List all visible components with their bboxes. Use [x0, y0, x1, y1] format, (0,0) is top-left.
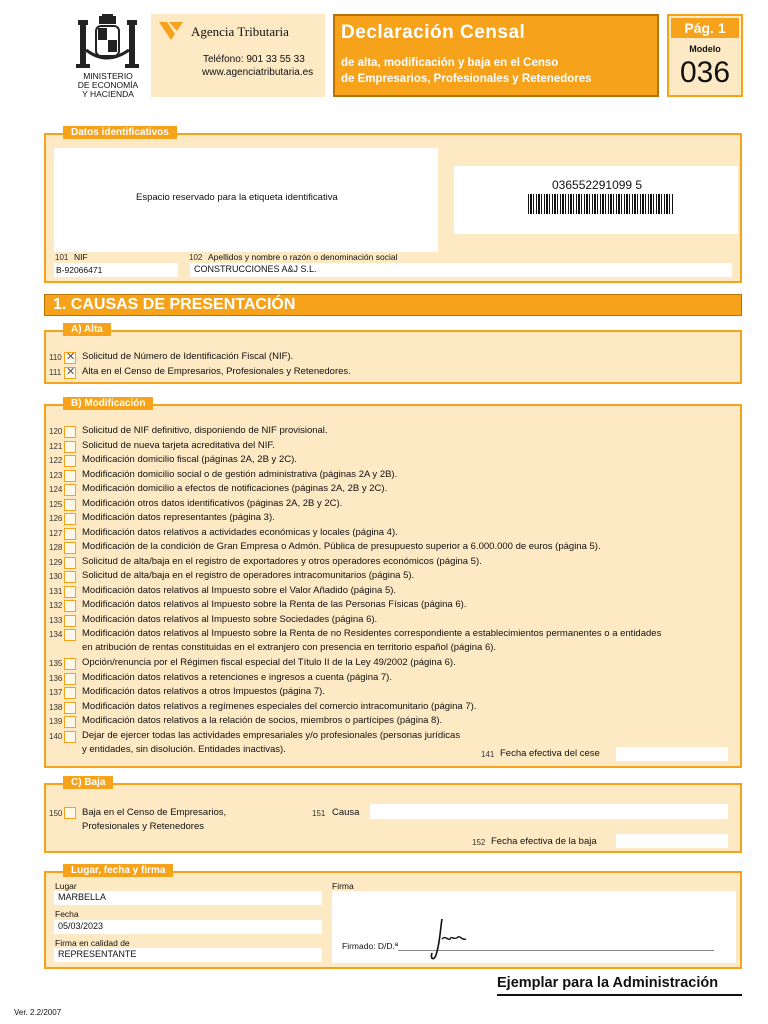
item-text: Solicitud de alta/baja en el registro de exportadores y otros operadores económicos (página 5).: [82, 555, 482, 567]
causa-code: 151: [312, 809, 326, 818]
form-title-box: [333, 14, 659, 97]
item-checkbox[interactable]: [64, 571, 76, 583]
cese-code: 141: [481, 750, 495, 759]
item-text: Modificación de la condición de Gran Empresa o Admón. Pública de presupuesto superior a 6.000.000 de euros (página 5).: [82, 541, 601, 552]
label-space-text: Espacio reservado para la etiqueta identificativa: [136, 192, 338, 203]
item-code: 139: [49, 717, 63, 726]
item-code: 131: [49, 586, 63, 596]
item-code: 134: [49, 630, 63, 639]
item-text-continued: en atribución de rentas constituidas en el extranjero con presencia en territorio español (página 6).: [82, 642, 497, 653]
item-checkbox[interactable]: [64, 687, 76, 699]
item-checkbox[interactable]: [64, 600, 76, 612]
item-code: 123: [49, 470, 63, 480]
alta-label: A) Alta: [63, 323, 111, 336]
item-text: Modificación domicilio a efectos de notificaciones (páginas 2A, 2B y 2C).: [82, 483, 388, 494]
agency-logo-icon: [157, 20, 185, 42]
item-code: 121: [49, 441, 63, 451]
identificativos-label: Datos identificativos: [63, 126, 177, 139]
calidad-label: Firma en calidad de: [55, 938, 130, 948]
name-field: [190, 263, 732, 277]
lugar-label: Lugar: [55, 881, 77, 891]
baja-150-code: 150: [49, 809, 63, 818]
item-text: Solicitud de Número de Identificación Fiscal (NIF).: [82, 351, 294, 362]
item-text-continued: y entidades, sin disolución. Entidades inactivas).: [82, 743, 286, 755]
baja-150-text-1: Baja en el Censo de Empresarios,: [82, 807, 227, 818]
item-checkbox[interactable]: [64, 615, 76, 627]
fecha-value[interactable]: 05/03/2023: [58, 921, 104, 931]
item-code: 130: [49, 572, 63, 581]
baja-date-label: Fecha efectiva de la baja: [491, 836, 597, 847]
modelo-label: Modelo: [689, 44, 721, 54]
barcode-icon: [528, 194, 674, 214]
item-code: 125: [49, 499, 63, 509]
item-code: 111: [49, 368, 62, 377]
item-code: 124: [49, 485, 63, 494]
causa-field[interactable]: [370, 804, 728, 819]
calidad-field: [54, 948, 322, 962]
item-text: Modificación datos relativos al Impuesto sobre el Valor Añadido (página 5).: [82, 584, 397, 596]
nif-field: [54, 263, 178, 277]
fecha-label: Fecha: [55, 909, 79, 919]
item-text: Modificación datos relativos a la relación de socios, miembros o partícipes (página 8).: [82, 715, 443, 726]
cese-label: Fecha efectiva del cese: [500, 748, 600, 759]
item-checkbox[interactable]: [64, 528, 76, 540]
firmado-label: Firmado: D/D.ª: [342, 941, 399, 951]
baja-date-code: 152: [472, 838, 486, 847]
causa-label: Causa: [332, 807, 360, 818]
item-text: Modificación domicilio social o de gestión administrativa (páginas 2A y 2B).: [82, 468, 398, 480]
baja-label: C) Baja: [63, 776, 113, 789]
item-code: 133: [49, 615, 63, 625]
item-text: Modificación datos relativos a regímenes especiales del comercio intracomunitario (página 7).: [82, 700, 477, 712]
calidad-value[interactable]: REPRESENTANTE: [58, 949, 137, 959]
item-text: Modificación datos relativos al Impuesto sobre Sociedades (página 6).: [82, 613, 378, 625]
item-text: Modificación datos relativos a retenciones e ingresos a cuenta (página 7).: [82, 671, 392, 683]
form-subtitle-1: de alta, modificación y baja en el Censo: [341, 57, 559, 69]
page-model-box: [667, 14, 743, 97]
form-subtitle-2: de Empresarios, Profesionales y Retenedores: [341, 73, 592, 85]
section1-header: [44, 294, 742, 316]
item-checkbox[interactable]: [64, 470, 76, 482]
name-value[interactable]: CONSTRUCCIONES A&J S.L.: [194, 264, 317, 274]
modificacion-label: B) Modificación: [63, 397, 153, 410]
item-code: 136: [49, 673, 63, 683]
fecha-field: [54, 920, 322, 934]
coat-of-arms-icon: [70, 14, 145, 72]
nif-value[interactable]: B-92066471: [56, 265, 103, 275]
cese-date-field[interactable]: [616, 747, 728, 761]
item-code: 120: [49, 427, 63, 436]
item-text: Modificación domicilio fiscal (páginas 2A, 2B y 2C).: [82, 454, 297, 465]
baja-checkbox[interactable]: [64, 807, 76, 819]
agency-website: www.agenciatributaria.es: [202, 67, 314, 78]
item-checkbox[interactable]: [64, 702, 76, 714]
item-code: 137: [49, 688, 63, 697]
item-checkbox[interactable]: [64, 542, 76, 554]
firma-box-label: Firma: [332, 881, 354, 891]
nif-code: 101: [55, 253, 69, 262]
barcode-number: 036552291099 5: [552, 178, 643, 192]
firma-label: Lugar, fecha y firma: [63, 864, 173, 877]
item-checkbox[interactable]: [64, 367, 76, 379]
item-text: Alta en el Censo de Empresarios, Profesionales y Retenedores.: [82, 366, 351, 377]
item-text: Solicitud de nueva tarjeta acreditativa del NIF.: [82, 439, 275, 451]
handwritten-signature-icon: [428, 917, 472, 963]
item-checkbox[interactable]: [64, 426, 76, 438]
item-checkbox[interactable]: [64, 441, 76, 453]
item-text: Modificación datos relativos al Impuesto sobre la Renta de no Residentes correspondiente a establecimientos permanentes o a entidades: [82, 628, 662, 639]
item-checkbox[interactable]: [64, 586, 76, 598]
ejemplar-underline: [497, 994, 742, 996]
baja-date-field[interactable]: [616, 834, 728, 848]
agency-name: Agencia Tributaria: [191, 24, 289, 39]
item-text: Modificación otros datos identificativos (páginas 2A, 2B y 2C).: [82, 497, 343, 509]
signature-box[interactable]: [332, 891, 736, 963]
name-code: 102: [189, 253, 203, 262]
item-checkbox[interactable]: [64, 484, 76, 496]
ministry-name: MINISTERIO DE ECONOMÍA Y HACIENDA: [77, 71, 139, 99]
agency-phone: Teléfono: 901 33 55 33: [203, 54, 305, 65]
item-code: 138: [49, 702, 63, 712]
item-text: Solicitud de alta/baja en el registro de operadores intracomunitarios (página 5).: [82, 570, 415, 581]
item-code: 128: [49, 543, 63, 552]
item-code: 110: [49, 353, 62, 362]
item-checkbox[interactable]: [64, 513, 76, 525]
agency-box: [151, 14, 325, 97]
lugar-field: [54, 891, 322, 905]
modelo-number: 036: [679, 56, 731, 89]
item-checkbox[interactable]: [64, 352, 76, 364]
form-title: Declaración Censal: [341, 22, 526, 43]
section1-title: 1. CAUSAS DE PRESENTACIÓN: [53, 296, 296, 313]
version-label: Ver. 2.2/2007: [14, 1008, 62, 1017]
item-checkbox[interactable]: [64, 716, 76, 728]
item-checkbox[interactable]: [64, 658, 76, 670]
item-checkbox[interactable]: [64, 629, 76, 641]
item-text: Modificación datos relativos a otros Impuestos (página 7).: [82, 686, 325, 697]
item-checkbox[interactable]: [64, 731, 76, 743]
item-code: 129: [49, 557, 63, 567]
baja-150-text-2: Profesionales y Retenedores: [82, 821, 204, 832]
item-text: Solicitud de NIF definitivo, disponiendo de NIF provisional.: [82, 425, 328, 436]
item-code: 135: [49, 659, 63, 668]
barcode-box: [454, 166, 738, 234]
item-checkbox[interactable]: [64, 499, 76, 511]
label-space: [54, 148, 438, 252]
item-checkbox[interactable]: [64, 455, 76, 467]
item-checkbox[interactable]: [64, 673, 76, 685]
item-text: Modificación datos relativos a actividades económicas y locales (página 4).: [82, 526, 398, 538]
ministry-logo: [70, 14, 145, 104]
lugar-value[interactable]: MARBELLA: [58, 892, 107, 902]
page-number: Pág. 1: [671, 18, 739, 38]
item-text: Opción/renuncia por el Régimen fiscal especial del Título II de la Ley 49/2002 (página 6).: [82, 657, 456, 668]
item-code: 140: [49, 731, 63, 741]
ejemplar-label: Ejemplar para la Administración: [497, 975, 719, 991]
item-code: 126: [49, 514, 63, 523]
name-label: Apellidos y nombre o razón o denominación social: [208, 252, 398, 262]
nif-label: NIF: [74, 252, 88, 262]
item-checkbox[interactable]: [64, 557, 76, 569]
item-code: 132: [49, 601, 63, 610]
item-text: Modificación datos representantes (página 3).: [82, 512, 275, 523]
item-code: 127: [49, 528, 63, 538]
item-text: Dejar de ejercer todas las actividades empresariales y/o profesionales (personas jurídicas: [82, 729, 461, 741]
item-text: Modificación datos relativos al Impuesto sobre la Renta de las Personas Físicas (página 6).: [82, 599, 467, 610]
item-code: 122: [49, 456, 63, 465]
